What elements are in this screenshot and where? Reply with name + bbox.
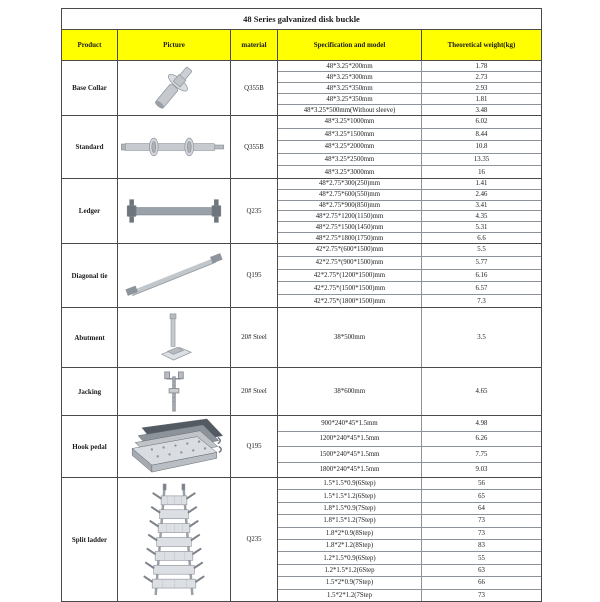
product-section — [62, 367, 541, 415]
table-row — [278, 232, 541, 243]
weight-cell: 65 — [478, 492, 485, 500]
spec-cell: 1.8*2*1.2(8Step) — [278, 540, 422, 551]
product-section — [62, 243, 541, 307]
table-row — [278, 104, 541, 115]
table-row — [278, 489, 541, 501]
weight-cell: 64 — [478, 505, 485, 513]
product-cell: Diagonal tie — [62, 244, 118, 307]
table-row — [278, 564, 541, 576]
table-row — [278, 256, 541, 269]
spec-cell: 1.2*1.5*0.9(6Step) — [278, 552, 422, 563]
material-cell: 20# Steel — [231, 368, 278, 415]
table-row — [278, 71, 541, 82]
table-row — [278, 446, 541, 462]
spec-cell: 1.8*2*0.9(8Step) — [278, 528, 422, 539]
spec-cell: 1200*240*45*1.5mm — [278, 432, 422, 447]
header-specification: Specification and model — [278, 30, 422, 60]
table-row — [278, 478, 541, 489]
table-row — [278, 576, 541, 588]
table-row — [278, 153, 541, 166]
picture-cell — [118, 416, 231, 477]
spec-cell: 48*3.25*300mm — [278, 72, 422, 82]
table-row — [278, 269, 541, 282]
weight-cell: 5.77 — [475, 259, 488, 267]
product-section — [62, 61, 541, 115]
table-row — [278, 221, 541, 232]
material-cell: Q195 — [231, 416, 278, 477]
weight-cell: 5.31 — [475, 223, 488, 231]
table-title: 48 Series galvanized disk buckle — [62, 9, 541, 30]
spec-rows — [278, 368, 541, 415]
spec-cell: 48*2.75*600(550)mm — [278, 190, 422, 200]
spec-cell: 42*2.75*(1500*1500)mm — [278, 282, 422, 294]
weight-cell: 1.78 — [475, 62, 488, 70]
table-header-row — [62, 30, 541, 61]
weight-cell: 1.41 — [475, 180, 488, 188]
product-section — [62, 178, 541, 243]
product-cell: Standard — [62, 116, 118, 178]
table-row — [278, 527, 541, 539]
weight-cell: 83 — [478, 542, 485, 550]
table-body — [62, 61, 541, 601]
product-section — [62, 477, 541, 601]
spec-cell: 48*3.25*350mm — [278, 83, 422, 93]
spec-cell: 48*2.75*1200(1150)mm — [278, 211, 422, 221]
weight-cell: 4.98 — [475, 419, 488, 427]
product-cell: Hook pedal — [62, 416, 118, 477]
spec-cell: 48*2.75*900(850)mm — [278, 201, 422, 211]
weight-cell: 73 — [478, 529, 485, 537]
table-row — [278, 116, 541, 128]
material-cell: Q355B — [231, 61, 278, 115]
product-cell: Split ladder — [62, 478, 118, 601]
weight-cell: 3.5 — [477, 334, 486, 341]
material-cell: 20# Steel — [231, 308, 278, 367]
abutment-image — [118, 308, 230, 367]
weight-cell: 56 — [478, 480, 485, 488]
spec-cell: 1.5*2*0.9(7Step) — [278, 577, 422, 588]
weight-cell: 4.35 — [475, 212, 488, 220]
spec-rows — [278, 116, 541, 178]
header-product: Product — [62, 30, 118, 60]
weight-cell: 16 — [478, 168, 485, 176]
table-row — [278, 93, 541, 104]
picture-cell — [118, 61, 231, 115]
weight-cell: 7.75 — [475, 450, 488, 458]
product-section — [62, 115, 541, 178]
spec-cell: 48*3.25*1500mm — [278, 129, 422, 141]
product-cell: Ledger — [62, 179, 118, 243]
header-material: material — [231, 30, 278, 60]
weight-cell: 7.3 — [477, 297, 486, 305]
weight-cell: 6.16 — [475, 271, 488, 279]
spec-cell: 48*3.25*1000mm — [278, 116, 422, 128]
table-row — [278, 82, 541, 93]
spec-cell: 48*3.25*2500mm — [278, 154, 422, 166]
table-row — [278, 140, 541, 153]
table-row — [278, 308, 541, 367]
spec-cell: 38*600mm — [278, 368, 422, 415]
base-collar-image — [118, 61, 230, 115]
product-section — [62, 415, 541, 477]
diagonal-tie-image — [118, 244, 230, 307]
weight-cell: 5.5 — [477, 246, 486, 254]
picture-cell — [118, 179, 231, 243]
material-cell: Q355B — [231, 116, 278, 178]
spec-cell: 38*500mm — [278, 308, 422, 367]
table-row — [278, 189, 541, 200]
product-cell: Abutment — [62, 308, 118, 367]
weight-cell: 13.35 — [473, 156, 490, 164]
spec-rows — [278, 244, 541, 307]
spec-cell: 48*2.75*1500(1450)mm — [278, 222, 422, 232]
table-row — [278, 165, 541, 178]
spec-cell: 48*2.75*300(250)mm — [278, 179, 422, 189]
spec-rows — [278, 179, 541, 243]
material-cell: Q195 — [231, 244, 278, 307]
weight-cell: 10.8 — [475, 143, 488, 151]
material-cell: Q235 — [231, 179, 278, 243]
spec-cell: 1.5*1.5*0.9(6Step) — [278, 478, 422, 489]
table-row — [278, 61, 541, 71]
weight-cell: 6.26 — [475, 435, 488, 443]
spec-rows — [278, 308, 541, 367]
spec-cell: 1.2*1.5*1.2(6Step — [278, 565, 422, 576]
spec-cell: 1.5*1.5*1.2(6Step) — [278, 490, 422, 501]
material-cell: Q235 — [231, 478, 278, 601]
weight-cell: 2.46 — [475, 191, 488, 199]
spec-cell: 1.8*1.5*0.9(7Step) — [278, 503, 422, 514]
table-row — [278, 210, 541, 221]
table-row — [278, 128, 541, 141]
spec-cell: 48*3.25*500mm(Without sleeve) — [278, 105, 422, 115]
spec-cell: 48*3.25*350mm — [278, 94, 422, 104]
product-section — [62, 307, 541, 367]
weight-cell: 66 — [478, 579, 485, 587]
spec-cell: 900*240*45*1.5mm — [278, 416, 422, 431]
spec-cell: 1500*240*45*1.5mm — [278, 447, 422, 462]
picture-cell — [118, 368, 231, 415]
weight-cell: 2.73 — [475, 73, 488, 81]
table-row — [278, 539, 541, 551]
spec-cell: 42*2.75*(1800*1500)mm — [278, 295, 422, 307]
spec-rows — [278, 416, 541, 477]
weight-cell: 73 — [478, 517, 485, 525]
spec-cell: 1.5*2*1.2(7Step — [278, 590, 422, 601]
table-row — [278, 294, 541, 307]
weight-cell: 8.44 — [475, 130, 488, 138]
header-weight: Theoretical weight(kg) — [447, 40, 516, 49]
product-cell: Jacking — [62, 368, 118, 415]
jacking-image — [118, 368, 230, 415]
weight-cell: 2.93 — [475, 84, 488, 92]
spec-rows — [278, 61, 541, 115]
spec-cell: 48*3.25*2000mm — [278, 141, 422, 153]
spec-rows — [278, 478, 541, 601]
product-table — [61, 8, 542, 602]
picture-cell — [118, 308, 231, 367]
table-row — [278, 462, 541, 478]
header-picture: Picture — [118, 30, 231, 60]
spec-cell: 1.8*1.5*1.2(7Step) — [278, 515, 422, 526]
weight-cell: 6.57 — [475, 284, 488, 292]
product-cell: Base Collar — [62, 61, 118, 115]
table-row — [278, 416, 541, 431]
picture-cell — [118, 244, 231, 307]
spec-cell: 48*2.75*1800(1750)mm — [278, 233, 422, 243]
table-row — [278, 589, 541, 601]
table-row — [278, 244, 541, 256]
weight-cell: 3.48 — [475, 106, 488, 114]
hook-pedal-image — [118, 416, 230, 477]
weight-cell: 73 — [478, 591, 485, 599]
standard-image — [118, 116, 230, 178]
weight-cell: 6.02 — [475, 118, 488, 126]
spec-cell: 48*3.25*200mm — [278, 61, 422, 71]
weight-cell: 3.41 — [475, 202, 488, 210]
spec-cell: 42*2.75*(1200*1500)mm — [278, 270, 422, 282]
spec-cell: 1800*240*45*1.5mm — [278, 463, 422, 478]
table-row — [278, 431, 541, 447]
weight-cell: 4.65 — [475, 388, 488, 395]
table-row — [278, 179, 541, 189]
table-row — [278, 368, 541, 415]
spec-cell: 42*2.75*(900*1500)mm — [278, 257, 422, 269]
table-row — [278, 200, 541, 211]
table-row — [278, 551, 541, 563]
weight-cell: 1.81 — [475, 95, 488, 103]
table-row — [278, 502, 541, 514]
weight-cell: 6.6 — [477, 234, 486, 242]
ledger-image — [118, 179, 230, 243]
spec-cell: 42*2.75*(600*1500)mm — [278, 244, 422, 256]
weight-cell: 55 — [478, 554, 485, 562]
weight-cell: 9.03 — [475, 466, 488, 474]
picture-cell — [118, 116, 231, 178]
table-row — [278, 514, 541, 526]
split-ladder-image — [118, 478, 230, 601]
picture-cell — [118, 478, 231, 601]
weight-cell: 63 — [478, 567, 485, 575]
spec-cell: 48*3.25*3000mm — [278, 166, 422, 178]
table-row — [278, 281, 541, 294]
